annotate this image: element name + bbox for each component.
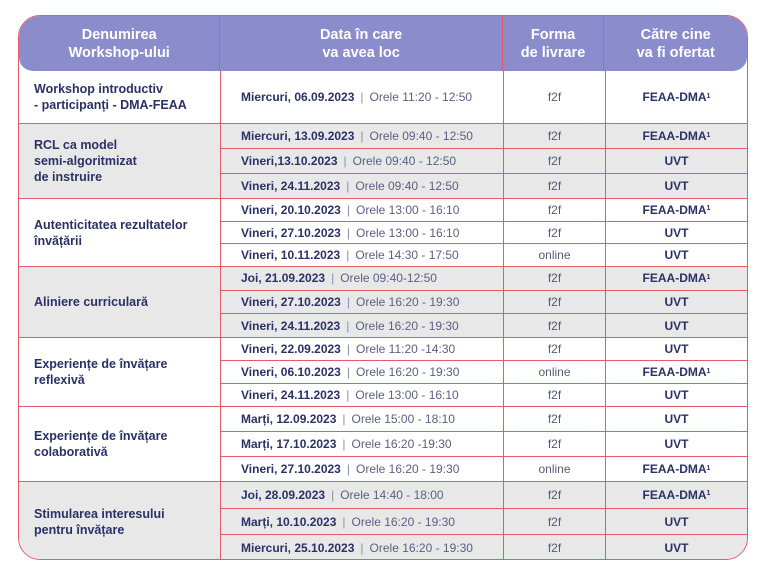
delivery-form: f2f [504,71,606,123]
session-row [221,174,747,198]
session-row [221,338,747,361]
offered-to [606,222,747,244]
session-day: Joi, 28.09.2023 [241,487,326,502]
session-day: Marți, 10.10.2023 [241,514,337,529]
offered-to [606,384,747,406]
header-workshop-name [19,16,220,71]
workshop-name-line: RCL ca model [34,138,118,152]
workshop-name-line: Experiențe de învățare [34,429,168,443]
header-offered-to [604,16,747,71]
audience: UVT [664,179,689,193]
workshop-name [19,267,221,337]
header-text: va avea loc [322,44,400,61]
separator: | [346,295,350,309]
workshop-name-line: pentru învățare [34,522,125,537]
offered-to [606,314,747,337]
delivery-form: f2f [504,407,606,431]
session-row [221,244,747,266]
session-hours: Orele 13:00 - 16:10 [355,202,460,217]
audience: UVT [664,514,689,529]
delivery-form: f2f [504,338,606,360]
session-day: Marți, 17.10.2023 [241,437,337,451]
header-text: Denumirea [81,26,157,43]
separator: | [346,318,350,333]
footnote-marker: 1 [706,131,711,139]
separator: | [360,90,364,104]
session-date [221,314,504,337]
delivery-form: f2f [504,482,606,508]
separator: | [346,202,350,217]
workshop-name [19,199,221,266]
session-row [221,267,747,291]
workshop-group [19,481,747,560]
session-day: Vineri,13.10.2023 [241,154,338,168]
session-hours: Orele 09:40 - 12:50 [369,129,473,143]
workshop-name-line: Autenticitatea rezultatelor [34,217,188,232]
delivery-form: f2f [504,535,606,560]
session-hours: Orele 16:20 - 19:30 [355,462,460,476]
workshop-schedule-table [18,15,748,560]
session-hours: Orele 09:40 - 12:50 [352,154,457,168]
session-day: Vineri, 24.11.2023 [241,179,341,193]
offered-to [606,71,747,123]
separator: | [342,412,346,426]
separator: | [343,154,347,168]
session-date [221,199,504,221]
offered-to [606,291,747,314]
session-hours: Orele 15:00 - 18:10 [351,412,455,426]
workshop-name-line: colaborativă [34,445,108,459]
header-delivery-form [503,16,605,71]
offered-to [606,535,747,560]
separator: | [346,225,350,240]
session-hours: Orele 09:40-12:50 [340,271,437,286]
audience: UVT [664,541,689,556]
delivery-form: f2f [504,509,606,535]
session-day: Vineri, 24.11.2023 [241,318,341,333]
session-date [221,244,504,266]
offered-to [606,149,747,173]
session-date [221,509,504,535]
session-hours: Orele 09:40 - 12:50 [355,179,459,193]
delivery-form: f2f [504,267,606,290]
separator: | [346,462,350,476]
workshop-name [19,338,221,406]
session-day: Vineri, 22.09.2023 [241,342,341,356]
separator: | [346,342,350,356]
delivery-form: f2f [504,222,606,244]
session-date [221,267,504,290]
workshop-name [19,407,221,481]
offered-to [606,407,747,431]
session-hours: Orele 16:20 - 19:30 [355,318,459,333]
footnote-marker: 1 [706,367,711,375]
session-hours: Orele 14:30 - 17:50 [355,248,459,263]
header-text: Workshop-ului [68,44,170,61]
session-hours: Orele 16:20 - 19:30 [369,541,473,556]
workshop-name [19,71,221,123]
session-date [221,407,504,431]
delivery-form: online [504,244,606,266]
audience: FEAA-DMA [642,365,707,379]
session-hours: Orele 13:00 - 16:10 [355,388,459,402]
workshop-group [19,123,747,198]
session-hours: Orele 16:20 -19:30 [351,437,452,451]
session-date [221,457,504,481]
session-day: Miercuri, 25.10.2023 [241,541,355,556]
session-row [221,314,747,337]
separator: | [346,179,350,193]
workshop-name-line: Stimularea interesului [34,506,165,521]
workshop-name-line: Aliniere curriculară [34,295,148,309]
header-text: de livrare [520,44,586,61]
session-date [221,71,504,123]
delivery-form: f2f [504,149,606,173]
offered-to [606,244,747,266]
session-day: Miercuri, 13.09.2023 [241,129,355,143]
session-date [221,124,504,148]
session-day: Miercuri, 06.09.2023 [241,90,355,104]
audience: UVT [664,318,689,333]
offered-to [606,174,747,198]
session-date [221,361,504,383]
audience: UVT [664,154,689,168]
separator: | [360,129,364,143]
audience: FEAA-DMA [642,202,707,217]
audience: UVT [664,412,689,426]
workshop-group [19,406,747,481]
table-header [19,16,747,71]
session-date [221,432,504,456]
delivery-form: online [504,361,606,383]
workshop-name-line: Workshop introductiv [34,82,163,96]
session-row [221,509,747,536]
audience: UVT [664,248,689,263]
footnote-marker: 1 [706,205,711,213]
session-hours: Orele 14:40 - 18:00 [340,487,444,502]
session-day: Vineri, 10.11.2023 [241,248,341,263]
delivery-form: f2f [504,124,606,148]
footnote-marker: 1 [706,464,711,472]
offered-to [606,482,747,508]
session-row [221,482,747,509]
session-day: Vineri, 27.10.2023 [241,295,341,309]
separator: | [331,487,335,502]
session-hours: Orele 16:20 - 19:30 [351,514,455,529]
audience: FEAA-DMA [642,90,707,104]
session-day: Vineri, 27.10.2023 [241,462,341,476]
workshop-name-line: Experiențe de învățare [34,357,168,371]
session-date [221,482,504,508]
session-row [221,124,747,149]
audience: FEAA-DMA [642,129,707,143]
offered-to [606,361,747,383]
session-row [221,199,747,222]
session-row [221,535,747,560]
separator: | [360,541,364,556]
offered-to [606,509,747,535]
workshop-name [19,124,221,198]
session-date [221,174,504,198]
session-hours: Orele 11:20 -14:30 [355,342,456,356]
delivery-form: f2f [504,199,606,221]
audience: UVT [664,295,689,309]
offered-to [606,267,747,290]
workshop-name [19,482,221,560]
audience: FEAA-DMA [642,487,707,502]
session-date [221,535,504,560]
session-row [221,407,747,432]
workshop-name-line: învățării [34,233,82,248]
session-hours: Orele 13:00 - 16:10 [355,225,460,240]
workshop-group [19,266,747,337]
workshop-name-line: de instruire [34,170,103,184]
audience: UVT [664,437,689,451]
separator: | [342,514,346,529]
session-row [221,457,747,481]
delivery-form: f2f [504,432,606,456]
footnote-marker: 1 [706,92,711,100]
workshop-group [19,198,747,266]
session-hours: Orele 16:20 - 19:30 [355,295,460,309]
session-day: Vineri, 06.10.2023 [241,365,341,379]
session-row [221,149,747,174]
delivery-form: f2f [504,174,606,198]
header-date [220,16,502,71]
session-row [221,222,747,245]
footnote-marker: 1 [706,273,711,281]
offered-to [606,124,747,148]
session-date [221,222,504,244]
session-date [221,291,504,314]
session-hours: Orele 16:20 - 19:30 [355,365,460,379]
delivery-form: f2f [504,314,606,337]
audience: FEAA-DMA [642,271,707,286]
session-date [221,149,504,173]
session-day: Vineri, 24.11.2023 [241,388,341,402]
delivery-form: f2f [504,291,606,314]
header-text: va fi ofertat [636,44,715,61]
session-day: Marți, 12.09.2023 [241,412,337,426]
offered-to [606,338,747,360]
session-row [221,361,747,384]
session-row [221,291,747,315]
offered-to [606,457,747,481]
audience: UVT [664,225,689,240]
workshop-group [19,71,747,123]
delivery-form: online [504,457,606,481]
header-text: Forma [530,26,576,43]
session-date [221,338,504,360]
session-day: Vineri, 27.10.2023 [241,225,341,240]
workshop-name-line: reflexivă [34,373,85,387]
separator: | [331,271,335,286]
separator: | [346,365,350,379]
audience: FEAA-DMA [642,462,707,476]
session-row [221,71,747,123]
delivery-form: f2f [504,384,606,406]
audience: UVT [664,388,689,402]
header-text: Data în care [319,26,403,43]
session-day: Joi, 21.09.2023 [241,271,326,286]
session-row [221,384,747,406]
workshop-name-line: - participanți - DMA-FEAA [34,98,187,112]
session-day: Vineri, 20.10.2023 [241,202,341,217]
footnote-marker: 1 [706,490,711,498]
workshop-name-line: semi-algoritmizat [34,154,137,168]
session-row [221,432,747,457]
separator: | [346,388,350,402]
session-hours: Orele 11:20 - 12:50 [369,90,473,104]
offered-to [606,432,747,456]
header-text: Către cine [640,26,711,43]
session-date [221,384,504,406]
separator: | [342,437,346,451]
offered-to [606,199,747,221]
audience: UVT [664,342,689,356]
workshop-group [19,337,747,406]
separator: | [346,248,350,263]
